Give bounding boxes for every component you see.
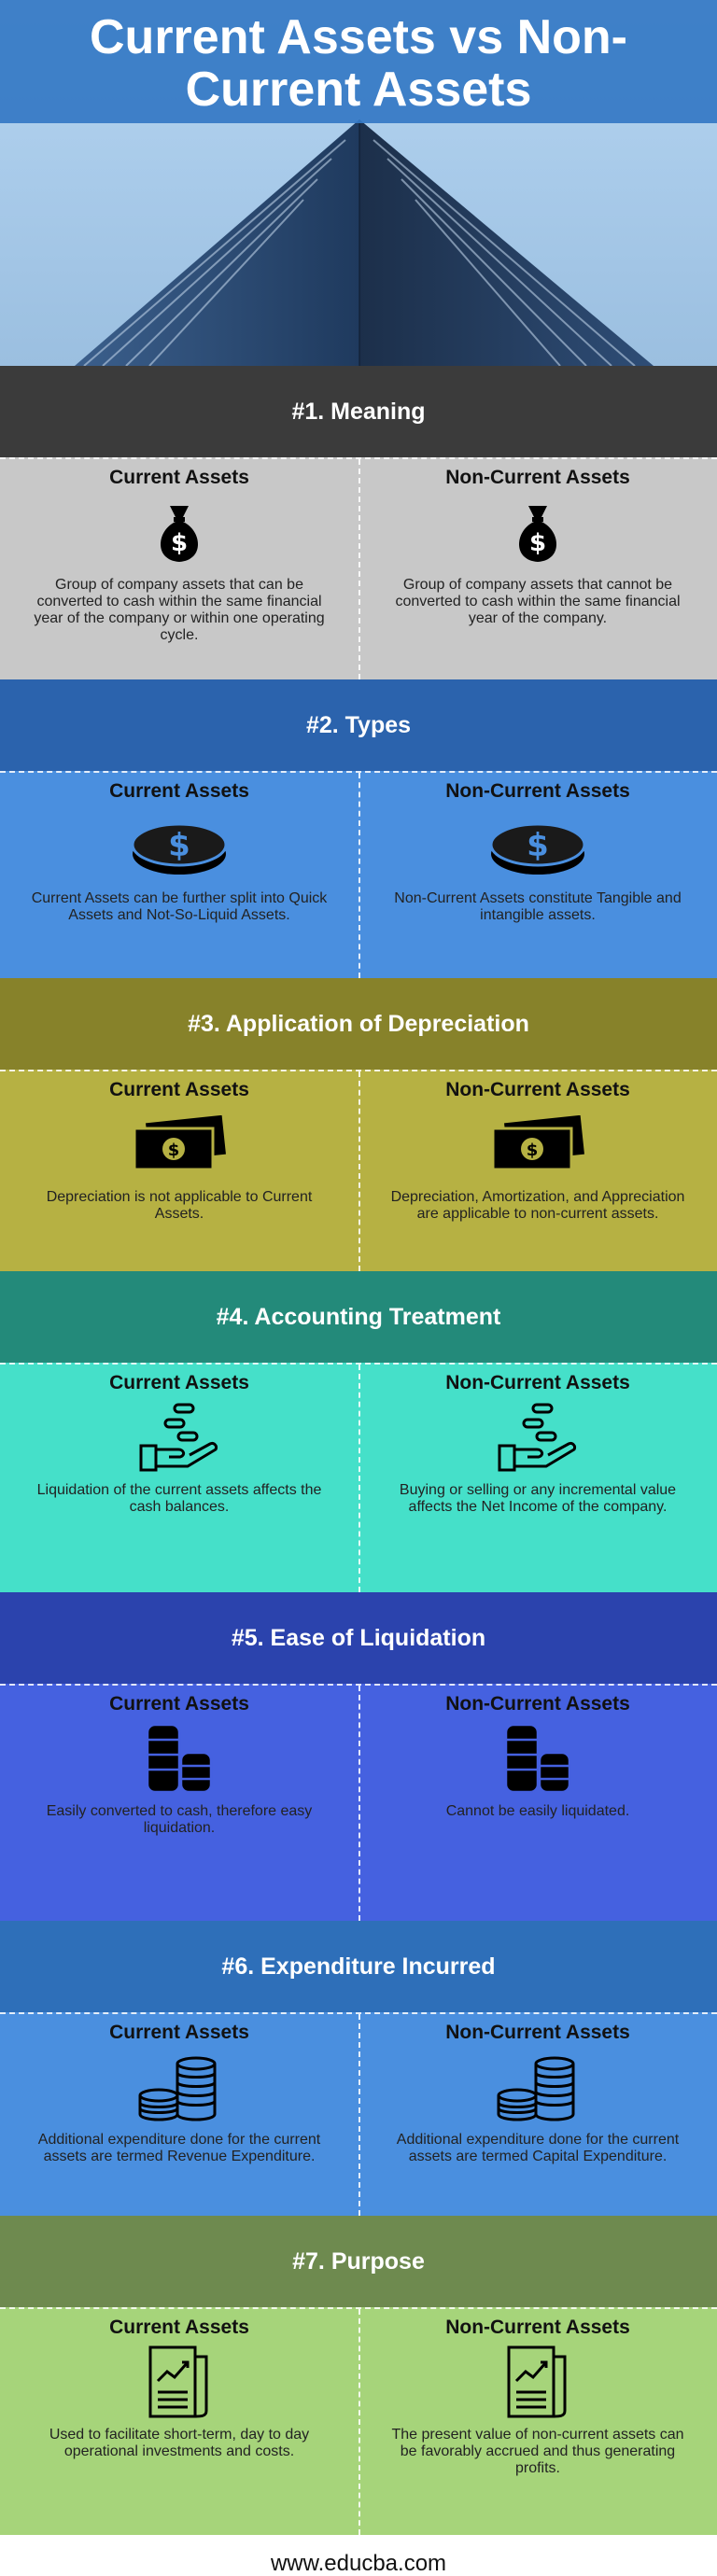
title-line-2: Current Assets <box>185 63 532 117</box>
report-chart-icon <box>505 2344 570 2420</box>
non-current-assets-column <box>358 1363 717 1592</box>
footer-url[interactable]: www.educba.com <box>270 2551 447 2576</box>
banknotes-icon <box>489 1115 586 1173</box>
column-title: Non-Current Assets <box>445 780 630 802</box>
section-heading: #4. Accounting Treatment <box>0 1271 717 1363</box>
section-heading: #5. Ease of Liquidation <box>0 1592 717 1684</box>
coin-stacks-icon <box>144 1721 215 1796</box>
section-heading: #2. Types <box>0 679 717 771</box>
dollar-coin-icon <box>487 813 588 878</box>
column-title: Current Assets <box>109 780 249 802</box>
current-assets-column <box>0 771 358 978</box>
column-text: Easily converted to cash, therefore easy liquidation. <box>46 1803 313 1836</box>
column-text: Non-Current Assets constitute Tangible and intangible assets. <box>394 890 682 923</box>
current-assets-column <box>0 2307 358 2535</box>
column-text: Additional expenditure done for the current assets are termed Revenue Expenditure. <box>37 2132 321 2164</box>
section-body <box>0 1684 717 1921</box>
current-assets-column <box>0 1070 358 1271</box>
column-title: Non-Current Assets <box>445 2022 630 2043</box>
column-title: Non-Current Assets <box>445 1372 630 1393</box>
section-body <box>0 1363 717 1592</box>
svg-text:$: $ <box>526 1141 539 1160</box>
section-heading: #3. Application of Depreciation <box>0 978 717 1070</box>
current-assets-column <box>0 1363 358 1592</box>
section-body <box>0 457 717 679</box>
hero-banner <box>0 0 717 366</box>
column-text: Group of company assets that cannot be converted to cash within the same financial year of the company. <box>395 577 681 626</box>
page-title <box>0 0 717 123</box>
section-heading: #7. Purpose <box>0 2216 717 2307</box>
section-depreciation <box>0 978 717 1271</box>
column-title: Current Assets <box>109 1693 249 1715</box>
column-text: Group of company assets that can be converted to cash within the same financial year of the company or within one operating cycle. <box>34 577 325 643</box>
svg-text:$: $ <box>170 529 189 557</box>
column-title: Current Assets <box>109 467 249 488</box>
non-current-assets-column <box>358 771 717 978</box>
section-heading: #1. Meaning <box>0 366 717 457</box>
column-text: Depreciation, Amortization, and Appreciation are applicable to non-current assets. <box>390 1189 685 1222</box>
column-text: The present value of non-current assets can be favorably accrued and thus generating profits. <box>391 2427 684 2476</box>
non-current-assets-column <box>358 1684 717 1921</box>
coin-stacks-icon <box>495 2052 581 2121</box>
column-text: Additional expenditure done for the current assets are termed Capital Expenditure. <box>396 2132 680 2164</box>
title-line-1: Current Assets vs Non- <box>90 10 627 64</box>
column-title: Current Assets <box>109 2317 249 2338</box>
column-title: Current Assets <box>109 1372 249 1393</box>
non-current-assets-column <box>358 2012 717 2216</box>
section-ease-of-liquidation <box>0 1592 717 1921</box>
section-heading: #6. Expenditure Incurred <box>0 1921 717 2012</box>
dollar-coin-icon <box>129 813 230 878</box>
column-text: Liquidation of the current assets affects the cash balances. <box>36 1482 322 1515</box>
svg-text:$: $ <box>168 827 190 864</box>
non-current-assets-column <box>358 1070 717 1271</box>
report-chart-icon <box>147 2344 212 2420</box>
non-current-assets-column <box>358 2307 717 2535</box>
coin-stacks-icon <box>502 1721 573 1796</box>
column-text: Current Assets can be further split into Quick Assets and Not-So-Liquid Assets. <box>31 890 328 923</box>
current-assets-column <box>0 457 358 679</box>
section-accounting-treatment <box>0 1271 717 1592</box>
section-body <box>0 2307 717 2535</box>
svg-text:$: $ <box>527 827 549 864</box>
coin-stacks-icon <box>136 2052 222 2121</box>
column-text: Depreciation is not applicable to Current Assets. <box>46 1189 313 1222</box>
column-title: Current Assets <box>109 1079 249 1100</box>
column-title: Non-Current Assets <box>445 467 630 488</box>
non-current-assets-column <box>358 457 717 679</box>
column-text: Buying or selling or any incremental value affects the Net Income of the company. <box>399 1482 677 1515</box>
svg-text:$: $ <box>167 1141 180 1160</box>
column-title: Current Assets <box>109 2022 249 2043</box>
section-types <box>0 679 717 978</box>
hand-coins-icon <box>496 1401 580 1474</box>
column-title: Non-Current Assets <box>445 2317 630 2338</box>
section-body <box>0 2012 717 2216</box>
money-bag-icon <box>149 498 209 566</box>
banknotes-icon <box>131 1115 228 1173</box>
column-title: Non-Current Assets <box>445 1079 630 1100</box>
column-text: Cannot be easily liquidated. <box>445 1803 630 1819</box>
section-purpose <box>0 2216 717 2535</box>
column-title: Non-Current Assets <box>445 1693 630 1715</box>
section-meaning <box>0 366 717 679</box>
current-assets-column <box>0 2012 358 2216</box>
money-bag-icon <box>508 498 568 566</box>
column-text: Used to facilitate short-term, day to day operational investments and costs. <box>49 2427 310 2459</box>
svg-text:$: $ <box>528 529 547 557</box>
section-expenditure-incurred <box>0 1921 717 2216</box>
current-assets-column <box>0 1684 358 1921</box>
hand-coins-icon <box>137 1401 221 1474</box>
section-body <box>0 1070 717 1271</box>
section-body <box>0 771 717 978</box>
